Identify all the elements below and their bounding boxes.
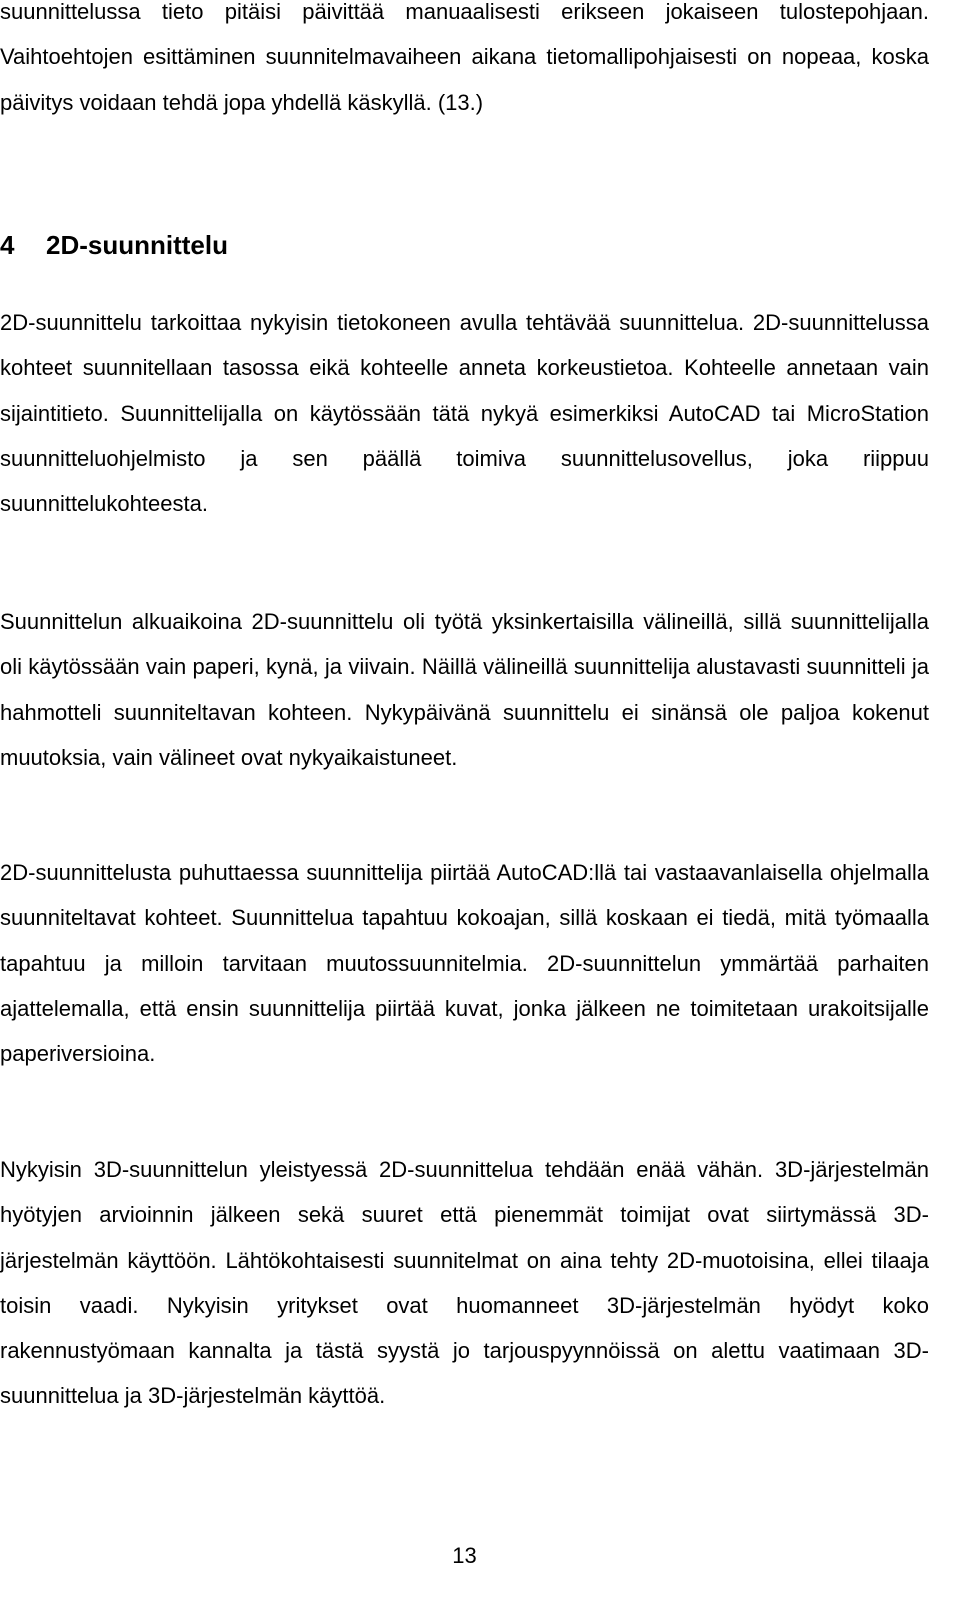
paragraph-autocad-drawing: 2D-suunnittelusta puhuttaessa suunnittelija piirtää AutoCAD:llä tai vastaavanlaisella ohjelmalla suunniteltavat kohteet. Suunnittelua tapahtuu kokoajan, sillä koskaan ei tiedä, mitä työmaalla tapahtuu ja milloin tarvitaan muutossuunnitelmia. 2D-suunnittelun ymmärtää parhaiten ajattelemalla, että ensin suunnittelija piirtää kuvat, jonka jälkeen ne toimitetaan urakoitsijalle paperiversioina.	[0, 860, 929, 1067]
section-heading	[0, 220, 228, 270]
paragraph-intro-continuation: suunnittelussa tieto pitäisi päivittää manuaalisesti erikseen jokaiseen tulostepohjaan. Vaihtoehtojen esittäminen suunnitelmavaiheen aikana tietomallipohjaisesti on nopeaa, koska päivitys voidaan tehdä jopa yhdellä käskyllä. (13.)	[0, 0, 929, 115]
paragraph-2d-definition: 2D-suunnittelu tarkoittaa nykyisin tietokoneen avulla tehtävää suunnittelua. 2D-suunnittelussa kohteet suunnitellaan tasossa eikä kohteelle anneta korkeustietoa. Kohteelle annetaan vain sijaintitieto. Suunnittelijalla on käytössään tätä nykyä esimerkiksi AutoCAD tai MicroStation suunnitteluohjelmisto ja sen päällä toimiva suunnittelusovellus, joka riippuu suunnittelukohteesta.	[0, 310, 929, 517]
paragraph-early-design: Suunnittelun alkuaikoina 2D-suunnittelu oli työtä yksinkertaisilla välineillä, sillä suunnittelijalla oli käytössään vain paperi, kynä, ja viivain. Näillä välineillä suunnittelija alustavasti suunnitteli ja hahmotteli suunniteltavan kohteen. Nykypäivänä suunnittelu ei sinänsä ole paljoa kokenut muutoksia, vain välineet ovat nykyaikaistuneet.	[0, 609, 929, 770]
page-number: 13	[452, 1543, 477, 1568]
section-number: 4	[0, 230, 15, 260]
paragraph-3d-adoption: Nykyisin 3D-suunnittelun yleistyessä 2D-suunnittelua tehdään enää vähän. 3D-järjestelmän hyötyjen arvioinnin jälkeen sekä suuret että pienemmät toimijat ovat siirtymässä 3D-järjestelmän käyttöön. Lähtökohtaisesti suunnitelmat on aina tehty 2D-muotoisina, ellei tilaaja toisin vaadi. Nykyisin yritykset ovat huomanneet 3D-järjestelmän hyödyt koko rakennustyömaan kannalta ja tästä syystä jo tarjouspyynnöissä on alettu vaatimaan 3D-suunnittelua ja 3D-järjestelmän käyttöä.	[0, 1157, 929, 1409]
section-title: 2D-suunnittelu	[46, 230, 228, 260]
